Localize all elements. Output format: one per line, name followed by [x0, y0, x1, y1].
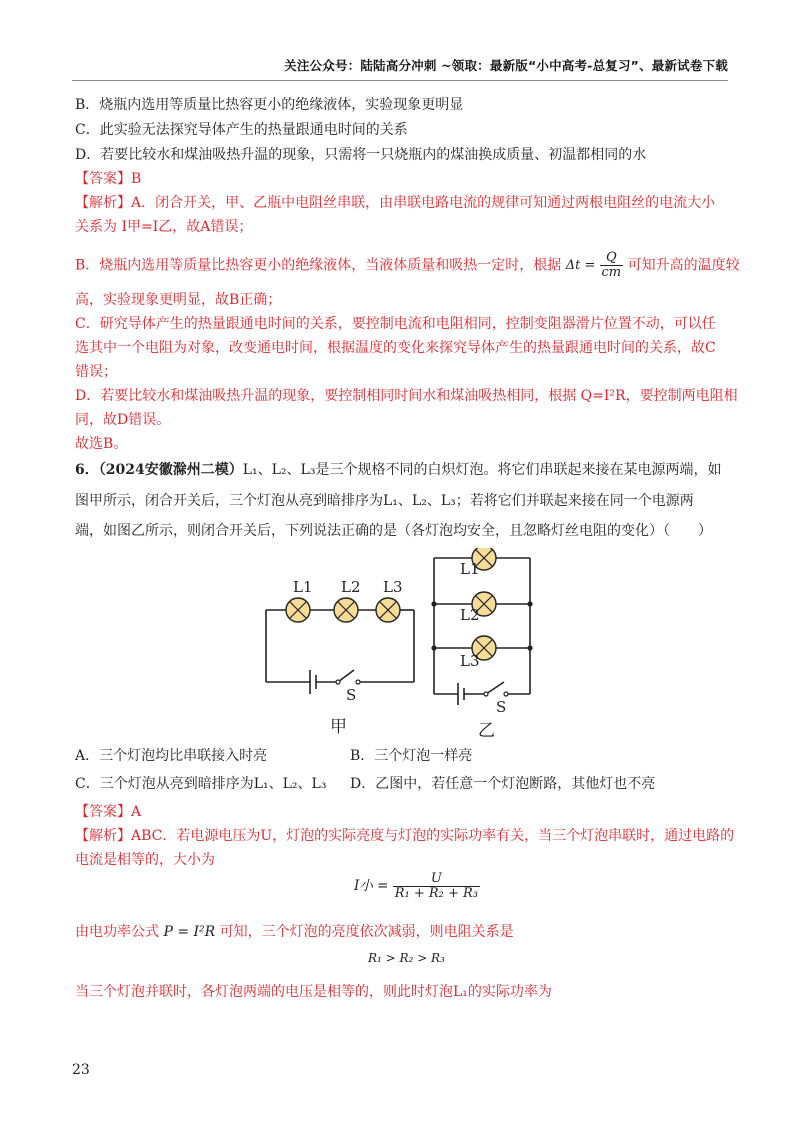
eq1-fraction	[393, 872, 480, 901]
prev-analysis-line8: D．若要比较水和煤油吸热升温的现象，要控制相同时间水和煤油吸热相同，根据 Q=I²R，要控制两电阻相	[75, 388, 738, 404]
circuit-yi	[434, 558, 530, 705]
eq1-denominator: R₁ + R₂ + R₃	[394, 886, 479, 901]
circuit-figure	[250, 548, 550, 748]
label-yi-l1: L1	[460, 560, 480, 578]
bulb-jia-l2	[334, 598, 358, 622]
bulb-jia-l3	[376, 598, 400, 622]
eq1-lhs: I小 =	[354, 878, 389, 894]
label-jia-l3: L3	[383, 578, 403, 596]
label-yi-l3: L3	[460, 652, 480, 670]
page-number: 23	[72, 1062, 90, 1078]
delta-t-lhs: Δt =	[565, 258, 596, 273]
prev-analysis-line1: 【解析】A．闭合开关，甲、乙瓶中电阻丝串联，由串联电路电流的规律可知通过两根电阻丝的电流大小	[75, 195, 716, 211]
equation-resistance-order: R₁ > R₂ > R₃	[368, 951, 445, 965]
answer: 【答案】A	[75, 804, 142, 820]
option-b: B．三个灯泡一样亮	[350, 748, 473, 764]
equation-i-small	[354, 872, 480, 901]
page-header: 关注公众号：陆陆高分冲刺 ~领取：最新版“小中高考-总复习”、最新试卷下载	[284, 58, 728, 73]
label-yi: 乙	[478, 721, 495, 741]
label-jia: 甲	[330, 717, 347, 737]
prev-analysis-line3	[75, 251, 740, 280]
prev-option-c: C．此实验无法探究导体产生的热量跟通电时间的关系	[75, 122, 408, 138]
header-rule	[72, 80, 728, 81]
prev-answer: 【答案】B	[75, 171, 142, 187]
question-text-line1: L₁、L₂、L₃是三个规格不同的白炽灯泡。将它们串联起来接在某电源两端，如	[242, 462, 722, 478]
bulb-jia-l1	[286, 598, 310, 622]
question-line1	[75, 460, 721, 480]
analysis-line3a: 由电功率公式	[75, 924, 159, 940]
analysis-line2: 电流是相等的，大小为	[75, 852, 215, 868]
power-formula: P = I²R	[163, 924, 216, 940]
option-a: A．三个灯泡均比串联接入时亮	[75, 748, 268, 764]
prev-analysis-line2: 关系为 I甲=I乙，故A错误；	[75, 219, 253, 235]
prev-option-b: B．烧瓶内选用等质量比热容更小的绝缘液体，实验现象更明显	[75, 97, 464, 113]
question-source: （2024安徽滁州二模）	[98, 462, 243, 478]
label-jia-switch: S	[346, 686, 357, 704]
delta-t-fraction	[600, 251, 624, 280]
prev-analysis-line3a: B．烧瓶内选用等质量比热容更小的绝缘液体，当液体质量和吸热一定时，根据	[75, 257, 562, 274]
option-c: C．三个灯泡从亮到暗排序为L₁、L₂、L₃	[75, 776, 327, 792]
option-d: D．乙图中，若任意一个灯泡断路，其他灯也不亮	[350, 776, 656, 792]
question-line3: 端，如图乙所示，则闭合开关后，下列说法正确的是（各灯泡均安全，且忽略灯丝电阻的变化）（ ）	[75, 523, 712, 539]
prev-analysis-line3b: 可知升高的温度较	[627, 257, 740, 274]
analysis-line1: 【解析】ABC．若电源电压为U，灯泡的实际亮度与灯泡的实际功率有关，当三个灯泡串联时，通过电路的	[75, 828, 735, 844]
delta-t-formula	[566, 251, 623, 280]
eq1-numerator: U	[393, 872, 480, 887]
delta-t-denominator: cm	[601, 265, 622, 280]
prev-analysis-line10: 故选B。	[75, 436, 128, 452]
question-number: 6．	[75, 462, 99, 478]
prev-analysis-line5: C．研究导体产生的热量跟通电时间的关系，要控制电流和电阻相同，控制变阻器滑片位置不动，可以任	[75, 316, 716, 332]
prev-analysis-line4: 高，实验现象更明显，故B正确；	[75, 292, 282, 308]
delta-t-numerator: Q	[600, 251, 624, 266]
prev-analysis-line9: 同，故D错误。	[75, 412, 171, 428]
prev-analysis-line7: 错误；	[75, 364, 117, 380]
label-yi-l2: L2	[460, 606, 480, 624]
analysis-line3b: 可知，三个灯泡的亮度依次减弱，则电阻关系是	[219, 924, 514, 940]
question-line2: 图甲所示，闭合开关后，三个灯泡从亮到暗排序为L₁、L₂、L₃；若将它们并联起来接在同一个电源两	[75, 493, 694, 509]
analysis-line3	[75, 922, 514, 942]
prev-option-d: D．若要比较水和煤油吸热升温的现象，只需将一只烧瓶内的煤油换成质量、初温都相同的水	[75, 147, 647, 163]
label-yi-switch: S	[496, 698, 507, 716]
label-jia-l1: L1	[293, 578, 313, 596]
analysis-line4: 当三个灯泡并联时，各灯泡两端的电压是相等的，则此时灯泡L₁的实际功率为	[75, 984, 552, 1000]
label-jia-l2: L2	[341, 578, 361, 596]
prev-analysis-line6: 选其中一个电阻为对象，改变通电时间，根据温度的变化来探究导体产生的热量跟通电时间的关系，故C	[75, 340, 716, 356]
